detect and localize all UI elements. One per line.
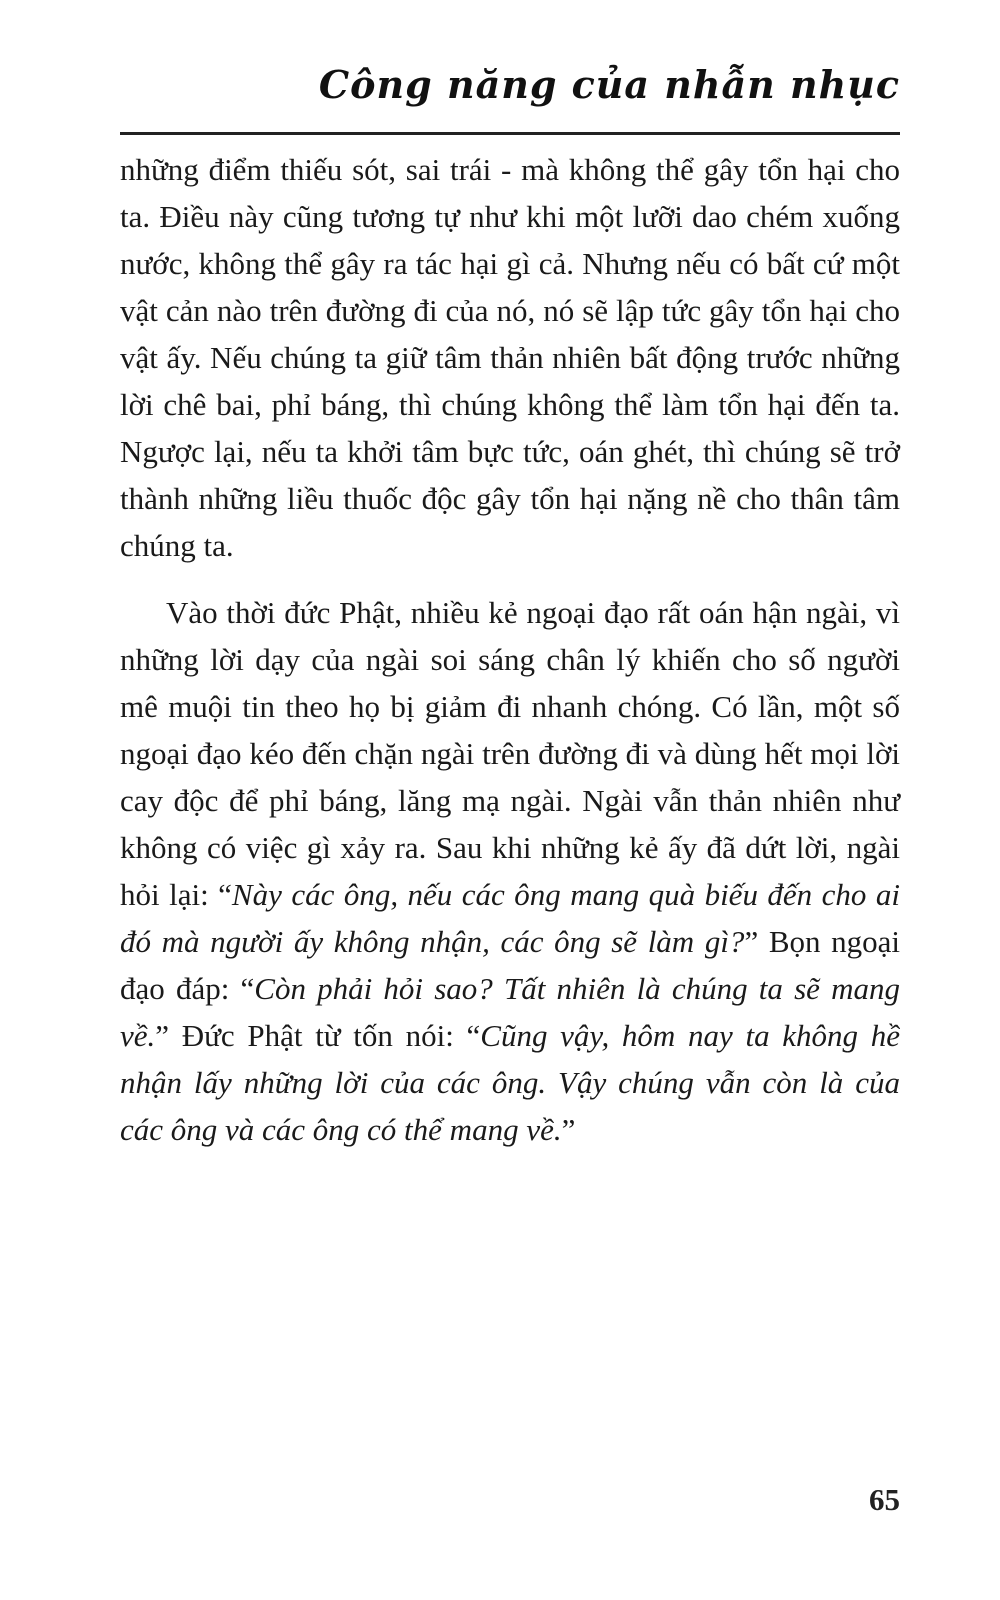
body-text	[120, 146, 900, 1153]
text-run: ” Đức Phật từ tốn nói: “	[155, 1018, 481, 1053]
text-run: Vào thời đức Phật, nhiều kẻ ngoại đạo rất oán hận ngài, vì những lời dạy của ngài soi sáng chân lý khiến cho số người mê muội tin theo họ bị giảm đi nhanh chóng. Có lần, một số ngoại đạo kéo đến chặn ngài trên đường đi và dùng hết mọi lời cay độc để phỉ báng, lăng mạ ngài. Ngài vẫn thản nhiên như không có việc gì xảy ra. Sau khi những kẻ ấy đã dứt lời, ngài hỏi lại: “	[120, 595, 900, 912]
paragraph: những điểm thiếu sót, sai trái - mà không thể gây tổn hại cho ta. Điều này cũng tương tự như khi một lưỡi dao chém xuống nước, không thể gây ra tác hại gì cả. Nhưng nếu có bất cứ một vật cản nào trên đường đi của nó, nó sẽ lập tức gây tổn hại cho vật ấy. Nếu chúng ta giữ tâm thản nhiên bất động trước những lời chê bai, phỉ báng, thì chúng không thể làm tổn hại đến ta. Ngược lại, nếu ta khởi tâm bực tức, oán ghét, thì chúng sẽ trở thành những liều thuốc độc gây tổn hại nặng nề cho thân tâm chúng ta.	[120, 152, 900, 563]
paragraph	[120, 589, 900, 1153]
italic-quote: Này các ông, nếu các ông mang quà biếu đến cho ai đó mà người ấy không nhận, các ông sẽ làm gì?	[120, 877, 900, 959]
running-header-title: Công năng của nhẫn nhục	[318, 62, 900, 107]
text-run: ” Bọn ngoại đạo đáp: “	[120, 924, 900, 1006]
text-run: ”	[561, 1112, 576, 1147]
header-divider	[120, 132, 900, 135]
italic-quote: Cũng vậy, hôm nay ta không hề nhận lấy những lời của các ông. Vậy chúng vẫn còn là của các ông và các ông có thể mang về.	[120, 1018, 900, 1147]
italic-quote: Còn phải hỏi sao? Tất nhiên là chúng ta sẽ mang về.	[120, 971, 901, 1053]
page-number: 65	[869, 1482, 900, 1517]
